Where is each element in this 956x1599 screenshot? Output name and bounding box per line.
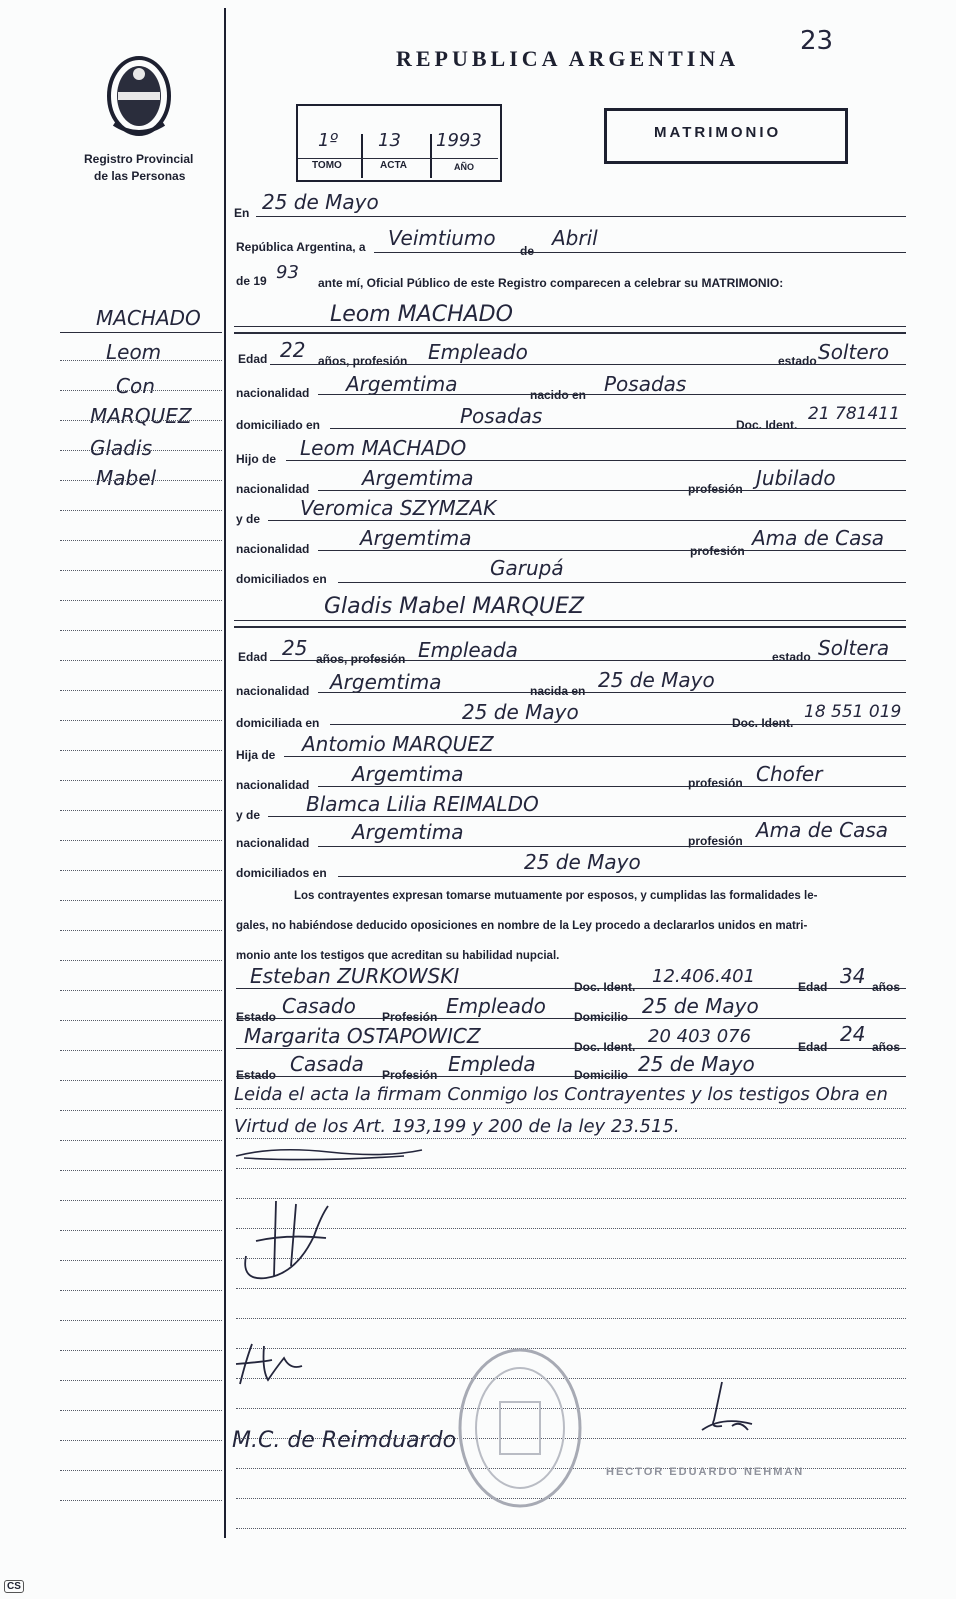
dotted-line — [236, 1138, 906, 1139]
witness1-prof-label: Profesión — [382, 1010, 438, 1024]
field-line — [234, 326, 906, 327]
witness2-estado-label: Estado — [236, 1068, 277, 1082]
groom-prof-padre-label: profesión — [688, 482, 743, 496]
margin-dotted-line — [60, 1020, 222, 1021]
margin-dotted-line — [60, 390, 222, 391]
groom-prof-madre: Ama de Casa — [752, 526, 885, 550]
margin-dotted-line — [60, 510, 222, 511]
witness2-dom-label: Domicilio — [574, 1068, 629, 1082]
margin-dotted-line — [60, 1080, 222, 1081]
bride-domicilio-padres: 25 de Mayo — [524, 850, 641, 874]
field-line — [236, 1076, 906, 1077]
margin-name: MACHADO — [96, 306, 201, 330]
en-label: En — [234, 206, 250, 220]
declaration-line2: gales, no habiéndose deducido oposiciones en nombre de la Ley procedo a declararlos unidos en matri- — [236, 920, 808, 932]
groom-hijo-label: Hijo de — [236, 452, 277, 466]
acta-label: ACTA — [380, 160, 408, 171]
witness1-profesion: Empleado — [446, 994, 546, 1018]
witness1-dom-label: Domicilio — [574, 1010, 629, 1024]
closing-line1: Leida el acta la firmam Conmigo los Contrayentes y los testigos Obra en — [234, 1084, 888, 1105]
doc-type: MATRIMONIO — [654, 124, 782, 141]
field-line — [338, 582, 906, 583]
groom-anos-prof-label: años, profesión — [318, 354, 408, 368]
witness2-name: Margarita OSTAPOWICZ — [244, 1024, 481, 1048]
field-line — [318, 550, 906, 551]
margin-rule-solid — [60, 332, 222, 333]
bride-prof-madre: Ama de Casa — [756, 818, 889, 842]
margin-dotted-line — [60, 1200, 222, 1201]
page-title: REPUBLICA ARGENTINA — [396, 46, 740, 71]
witness2-estado: Casada — [290, 1052, 364, 1076]
field-line — [318, 490, 906, 491]
field-line — [256, 216, 906, 217]
margin-dotted-line — [60, 1260, 222, 1261]
closing-line2: Virtud de los Art. 193,199 y 200 de la ley 23.515. — [234, 1116, 680, 1137]
margin-dotted-line — [60, 960, 222, 961]
signature-groom — [236, 1196, 336, 1286]
field-line — [236, 988, 906, 989]
bride-doc-label: Doc. Ident. — [732, 716, 794, 730]
margin-dotted-line — [60, 1110, 222, 1111]
groom-nacido: Posadas — [604, 372, 687, 396]
acta-value: 13 — [378, 130, 401, 151]
signature-bride — [232, 1340, 312, 1386]
republica-label: República Argentina, a — [236, 240, 366, 254]
field-line — [270, 660, 906, 661]
bride-nacionalidad: Argemtima — [330, 670, 442, 694]
section-rule — [234, 332, 906, 334]
groom-doms-label: domiciliados en — [236, 572, 327, 586]
record-divider — [361, 134, 363, 178]
witness2-profesion: Empleda — [448, 1052, 536, 1076]
bride-nac-label: nacionalidad — [236, 684, 310, 698]
witness1-edad: 34 — [840, 964, 866, 988]
groom-profesion: Empleado — [428, 340, 528, 364]
field-line — [268, 816, 906, 817]
bride-edad: 25 — [282, 636, 308, 660]
bride-doc: 18 551 019 — [804, 702, 902, 722]
margin-rule — [224, 8, 226, 1538]
margin-dotted-line — [60, 1050, 222, 1051]
margin-dotted-line — [60, 1440, 222, 1441]
groom-nacionalidad: Argemtima — [346, 372, 458, 396]
registry-line2: de las Personas — [94, 169, 186, 183]
field-line — [330, 428, 906, 429]
month-value: Abril — [552, 226, 598, 250]
bride-hija-label: Hija de — [236, 748, 276, 762]
witness1-domicilio: 25 de Mayo — [642, 994, 759, 1018]
field-line — [268, 520, 906, 521]
groom-prof-padre: Jubilado — [756, 466, 836, 490]
margin-dotted-line — [60, 1290, 222, 1291]
margin-dotted-line — [60, 1170, 222, 1171]
margin-name: Gladis — [90, 436, 152, 460]
anio-value: 1993 — [436, 130, 482, 151]
margin-name: Mabel — [96, 466, 157, 490]
tomo-label: TOMO — [312, 160, 342, 171]
official-seal-icon — [456, 1346, 584, 1510]
bride-prof-madre-label: profesión — [688, 834, 743, 848]
field-line — [270, 364, 906, 365]
margin-dotted-line — [60, 1470, 222, 1471]
scanner-badge: CS — [4, 1580, 24, 1593]
line-fill-scribble — [234, 1144, 424, 1164]
groom-estado: Soltero — [818, 340, 890, 364]
dotted-line — [236, 1258, 906, 1259]
margin-dotted-line — [60, 570, 222, 571]
witness1-estado: Casado — [282, 994, 356, 1018]
bride-nacida: 25 de Mayo — [598, 668, 715, 692]
witness2-prof-label: Profesión — [382, 1068, 438, 1082]
margin-dotted-line — [60, 600, 222, 601]
bride-doms-label: domiciliados en — [236, 866, 327, 880]
margin-dotted-line — [60, 810, 222, 811]
field-line — [338, 876, 906, 877]
intro-statement: ante mí, Oficial Público de este Registro comparecen a celebrar su MATRIMONIO: — [318, 276, 784, 290]
margin-dotted-line — [60, 840, 222, 841]
coat-of-arms-icon — [104, 54, 174, 140]
groom-domicilio: Posadas — [460, 404, 543, 428]
witness1-doc-label: Doc. Ident. — [574, 980, 636, 994]
groom-nac-madre: Argemtima — [360, 526, 472, 550]
witness2-edad-label: Edad — [798, 1040, 828, 1054]
margin-name: Leom — [106, 340, 162, 364]
margin-dotted-line — [60, 870, 222, 871]
dotted-line — [236, 1228, 906, 1229]
groom-edad: 22 — [280, 338, 306, 362]
record-rule — [298, 158, 498, 159]
margin-dotted-line — [60, 900, 222, 901]
margin-dotted-line — [60, 720, 222, 721]
groom-domicilio-padres: Garupá — [490, 556, 564, 580]
groom-dom-label: domiciliado en — [236, 418, 321, 432]
margin-dotted-line — [60, 630, 222, 631]
dotted-line — [236, 1528, 906, 1529]
margin-dotted-line — [60, 1380, 222, 1381]
field-line — [318, 786, 906, 787]
anio-label: AÑO — [454, 162, 474, 172]
groom-name: Leom MACHADO — [330, 302, 513, 327]
field-line — [330, 724, 906, 725]
field-line — [286, 460, 906, 461]
official-signature — [692, 1380, 762, 1440]
witness1-edad-label: Edad — [798, 980, 828, 994]
margin-dotted-line — [60, 690, 222, 691]
bride-yde-label: y de — [236, 808, 261, 822]
margin-dotted-line — [60, 660, 222, 661]
bride-padre: Antomio MARQUEZ — [302, 732, 494, 756]
groom-yde-label: y de — [236, 512, 261, 526]
groom-prof-madre-label: profesión — [690, 544, 745, 558]
en-value: 25 de Mayo — [262, 190, 379, 214]
bride-anos-prof-label: años, profesión — [316, 652, 406, 666]
groom-nacido-label: nacido en — [530, 388, 587, 402]
bride-prof-padre: Chofer — [756, 762, 823, 786]
bride-nac-madre: Argemtima — [352, 820, 464, 844]
margin-dotted-line — [60, 540, 222, 541]
margin-dotted-line — [60, 1320, 222, 1321]
margin-dotted-line — [60, 1230, 222, 1231]
bride-estado: Soltera — [818, 636, 890, 660]
de-year-label: de 19 — [236, 274, 267, 288]
field-line — [236, 1018, 906, 1019]
margin-dotted-line — [60, 360, 222, 361]
margin-dotted-line — [60, 1350, 222, 1351]
day-value: Veimtiumo — [388, 226, 496, 250]
witness1-estado-label: Estado — [236, 1010, 277, 1024]
margin-name: MARQUEZ — [90, 404, 192, 428]
declaration-line3: monio ante los testigos que acreditan su habilidad nupcial. — [236, 950, 560, 962]
bride-nac-madre-label: nacionalidad — [236, 836, 310, 850]
record-divider — [430, 134, 432, 178]
official-stamp-text: HECTOR EDUARDO NEHMAN — [606, 1466, 805, 1478]
margin-dotted-line — [60, 450, 222, 451]
bride-nacida-label: nacida en — [530, 684, 586, 698]
field-line — [318, 846, 906, 847]
groom-nac-madre-label: nacionalidad — [236, 542, 310, 556]
margin-dotted-line — [60, 420, 222, 421]
bride-profesion: Empleada — [418, 638, 518, 662]
margin-name: Con — [116, 374, 155, 398]
field-line — [234, 620, 906, 621]
bride-madre: Blamca Lilia REIMALDO — [306, 792, 539, 816]
dotted-line — [236, 1198, 906, 1199]
registry-line1: Registro Provincial — [84, 152, 194, 166]
witness1-name: Esteban ZURKOWSKI — [250, 964, 460, 988]
margin-dotted-line — [60, 1500, 222, 1501]
field-line — [318, 692, 906, 693]
margin-dotted-line — [60, 990, 222, 991]
bride-nac-padre-label: nacionalidad — [236, 778, 310, 792]
groom-madre: Veromica SZYMZAK — [300, 496, 497, 520]
section-rule — [234, 626, 906, 628]
field-line — [284, 756, 906, 757]
witness2-domicilio: 25 de Mayo — [638, 1052, 755, 1076]
dotted-line — [236, 1168, 906, 1169]
bride-estado-label: estado — [772, 650, 811, 664]
declaration-line1: Los contrayentes expresan tomarse mutuamente por esposos, y cumplidas las formalidades le- — [294, 890, 818, 902]
field-line — [318, 394, 906, 395]
groom-doc-label: Doc. Ident. — [736, 418, 798, 432]
margin-dotted-line — [60, 780, 222, 781]
dotted-line — [236, 1108, 906, 1109]
groom-edad-label: Edad — [238, 352, 268, 366]
bride-prof-padre-label: profesión — [688, 776, 743, 790]
de-label: de — [520, 244, 535, 258]
bride-edad-label: Edad — [238, 650, 268, 664]
bride-domicilio: 25 de Mayo — [462, 700, 579, 724]
margin-dotted-line — [60, 1140, 222, 1141]
dotted-line — [236, 1288, 906, 1289]
page-number: 23 — [800, 26, 834, 56]
margin-dotted-line — [60, 1410, 222, 1411]
field-line — [236, 1048, 906, 1049]
groom-doc: 21 781411 — [808, 404, 900, 424]
bride-dom-label: domiciliada en — [236, 716, 320, 730]
witness2-doc: 20 403 076 — [648, 1026, 752, 1047]
signature-witness: M.C. de Reimduardo — [232, 1428, 457, 1453]
witness2-anos-label: años — [872, 1040, 901, 1054]
margin-dotted-line — [60, 750, 222, 751]
witness1-doc: 12.406.401 — [652, 966, 756, 987]
bride-nac-padre: Argemtima — [352, 762, 464, 786]
margin-dotted-line — [60, 930, 222, 931]
dotted-line — [236, 1318, 906, 1319]
witness1-anos-label: años — [872, 980, 901, 994]
field-line — [374, 252, 906, 253]
witness2-doc-label: Doc. Ident. — [574, 1040, 636, 1054]
tomo-value: 1º — [318, 130, 338, 151]
groom-nac-padre: Argemtima — [362, 466, 474, 490]
groom-padre: Leom MACHADO — [300, 436, 467, 460]
witness2-edad: 24 — [840, 1022, 866, 1046]
bride-name: Gladis Mabel MARQUEZ — [324, 594, 584, 619]
year-value: 93 — [276, 262, 299, 283]
groom-estado-label: estado — [778, 354, 817, 368]
margin-dotted-line — [60, 480, 222, 481]
groom-nac-label: nacionalidad — [236, 386, 310, 400]
groom-nac-padre-label: nacionalidad — [236, 482, 310, 496]
